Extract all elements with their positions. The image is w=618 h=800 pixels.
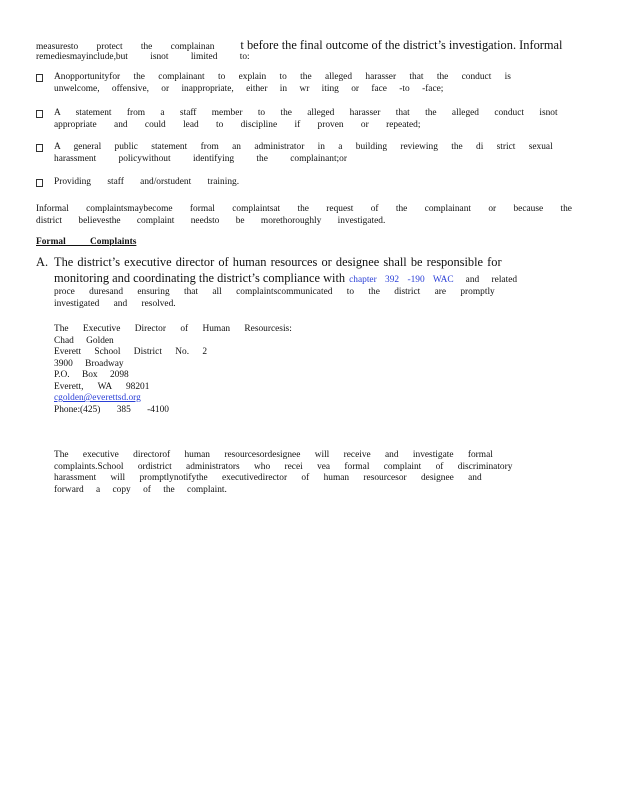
- intro-line-1-small: measuresto protect the complainan: [36, 42, 215, 52]
- bullet-2-line-2: appropriate and could lead to discipline if proven or repeated;: [54, 119, 421, 130]
- contact-pobox: P.O. Box 2098: [54, 370, 129, 380]
- contact-city: Everett, WA 98201: [54, 381, 150, 392]
- bullet-4-line-1: Providing staff and/orstudent training.: [54, 177, 240, 187]
- contact-org: Everett School District No. 2: [54, 347, 208, 357]
- closing-line-4: forward a copy of the complaint.: [54, 484, 227, 495]
- bullet-3-line-2: harassment policywithout identifying the complainant;or: [54, 153, 347, 164]
- bullet-2-line-1: A statement from a staff member to the alleged harasser that the alleged conduct isnot: [54, 108, 558, 118]
- wac-chapter-link[interactable]: chapter 392 -190 WAC: [349, 275, 454, 285]
- bullet-1-line-2: unwelcome, offensive, or inappropriate, either in wr iting or face -to -face;: [54, 83, 444, 94]
- bullet-item-3: [54, 142, 553, 165]
- intro-line-1-large: t before the final outcome of the district’s investigation. Informal: [240, 38, 563, 52]
- closing-line-2: complaints.School ordistrict administrators who recei vea formal complaint of discriminatory: [54, 461, 513, 472]
- formal-complaints-heading: Formal Complaints: [36, 237, 137, 247]
- item-a-line-2-large: monitoring and coordinating the district’s compliance with: [54, 271, 346, 285]
- bullet-box-icon: [36, 74, 43, 82]
- contact-name: Chad Golden: [54, 335, 114, 346]
- contact-intro: The Executive Director of Human Resourcesis:: [54, 324, 292, 334]
- intro-line-2: remediesmayinclude,but isnot limited to:: [36, 52, 250, 62]
- bullet-1-line-1: Anopportunityfor the complainant to explain to the alleged harasser that the conduct is: [54, 72, 511, 82]
- bullet-item-1: [54, 72, 511, 95]
- item-a-line-2: [54, 269, 517, 287]
- contact-phone: Phone:(425) 385 -4100: [54, 404, 169, 415]
- closing-paragraph: [54, 450, 512, 496]
- closing-line-3: harassment will promptlynotifythe executivedirector of human resourcesor designee and: [54, 473, 482, 483]
- informal-paragraph: [36, 204, 572, 227]
- contact-street: 3900 Broadway: [54, 358, 124, 369]
- item-a-line-3: proce duresand ensuring that all complaintscommunicated to the district are promptly: [54, 287, 495, 297]
- informal-line-1: Informal complaintsmaybecome formal complaintsat the request of the complainant or because the: [36, 204, 572, 214]
- item-a: [54, 255, 517, 310]
- item-a-line-2-small: and related: [465, 275, 518, 285]
- informal-line-2: district believesthe complaint needsto be morethoroughly investigated.: [36, 215, 386, 226]
- bullet-item-2: [54, 108, 558, 131]
- bullet-box-icon: [36, 179, 43, 187]
- contact-email-link[interactable]: cgolden@everettsd.org: [54, 393, 141, 403]
- bullet-item-4: [54, 177, 239, 189]
- bullet-box-icon: [36, 144, 43, 152]
- contact-block: [54, 324, 292, 416]
- item-a-line-4: investigated and resolved.: [54, 298, 176, 309]
- bullet-box-icon: [36, 110, 43, 118]
- item-a-marker: A.: [36, 255, 49, 269]
- bullet-3-line-1: A general public statement from an administrator in a building reviewing the di strict sexual: [54, 142, 553, 152]
- item-a-line-1: The district’s executive director of human resources or designee shall be responsible for: [54, 255, 502, 269]
- closing-line-1: The executive directorof human resourcesordesignee will receive and investigate formal: [54, 450, 493, 460]
